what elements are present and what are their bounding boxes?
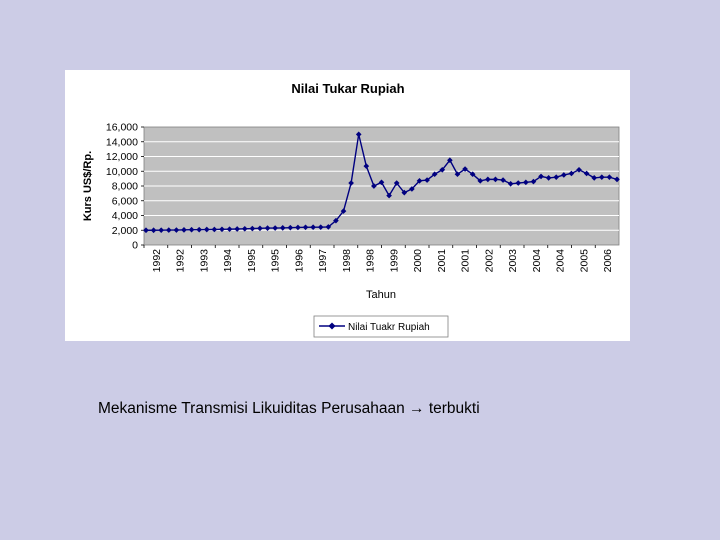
- caption-suffix: terbukti: [428, 400, 480, 417]
- x-tick-label: 1996: [293, 249, 306, 273]
- y-tick-label: 2,000: [111, 224, 138, 237]
- x-tick-label: 2006: [602, 249, 615, 273]
- x-axis-ticks: [144, 245, 614, 272]
- x-tick-label: 1992: [174, 249, 187, 273]
- y-tick-label: 6,000: [111, 195, 138, 208]
- right-arrow-icon: →: [409, 400, 425, 417]
- x-tick-label: 1998: [364, 249, 377, 273]
- chart-title: Nilai Tukar Rupiah: [291, 81, 405, 96]
- slide-caption: [98, 400, 480, 418]
- x-tick-label: 2000: [412, 249, 425, 273]
- x-tick-label: 1992: [150, 249, 163, 273]
- legend-series-label: Nilai Tuakr Rupiah: [348, 322, 430, 333]
- x-tick-label: 2003: [507, 249, 520, 273]
- chart-panel: [65, 70, 630, 341]
- y-tick-label: 0: [132, 239, 138, 252]
- y-axis-label: Kurs US$/Rp.: [82, 150, 94, 222]
- x-tick-label: 2004: [530, 249, 543, 273]
- x-tick-label: 2001: [459, 249, 472, 273]
- y-tick-label: 16,000: [105, 121, 138, 134]
- x-tick-label: 2001: [435, 249, 448, 273]
- x-tick-label: 1995: [269, 249, 282, 273]
- y-tick-label: 8,000: [111, 180, 138, 193]
- x-tick-label: 1995: [245, 249, 258, 273]
- x-tick-label: 1998: [340, 249, 353, 273]
- x-tick-label: 2005: [578, 249, 591, 273]
- y-tick-label: 12,000: [105, 151, 138, 163]
- x-tick-label: 1997: [317, 249, 330, 273]
- line-chart: [65, 70, 630, 341]
- x-tick-label: 1994: [222, 249, 235, 273]
- caption-text: Mekanisme Transmisi Likuiditas Perusahaan: [98, 400, 405, 417]
- x-tick-label: 1999: [388, 249, 401, 273]
- y-tick-label: 4,000: [111, 210, 138, 222]
- x-tick-label: 2004: [554, 249, 567, 273]
- x-tick-label: 1993: [198, 249, 211, 273]
- y-tick-label: 10,000: [105, 165, 138, 178]
- y-tick-label: 14,000: [105, 136, 138, 149]
- legend: [314, 316, 448, 337]
- y-axis-ticks: [106, 122, 144, 252]
- x-axis-label: Tahun: [366, 289, 396, 301]
- x-tick-label: 2002: [483, 249, 496, 273]
